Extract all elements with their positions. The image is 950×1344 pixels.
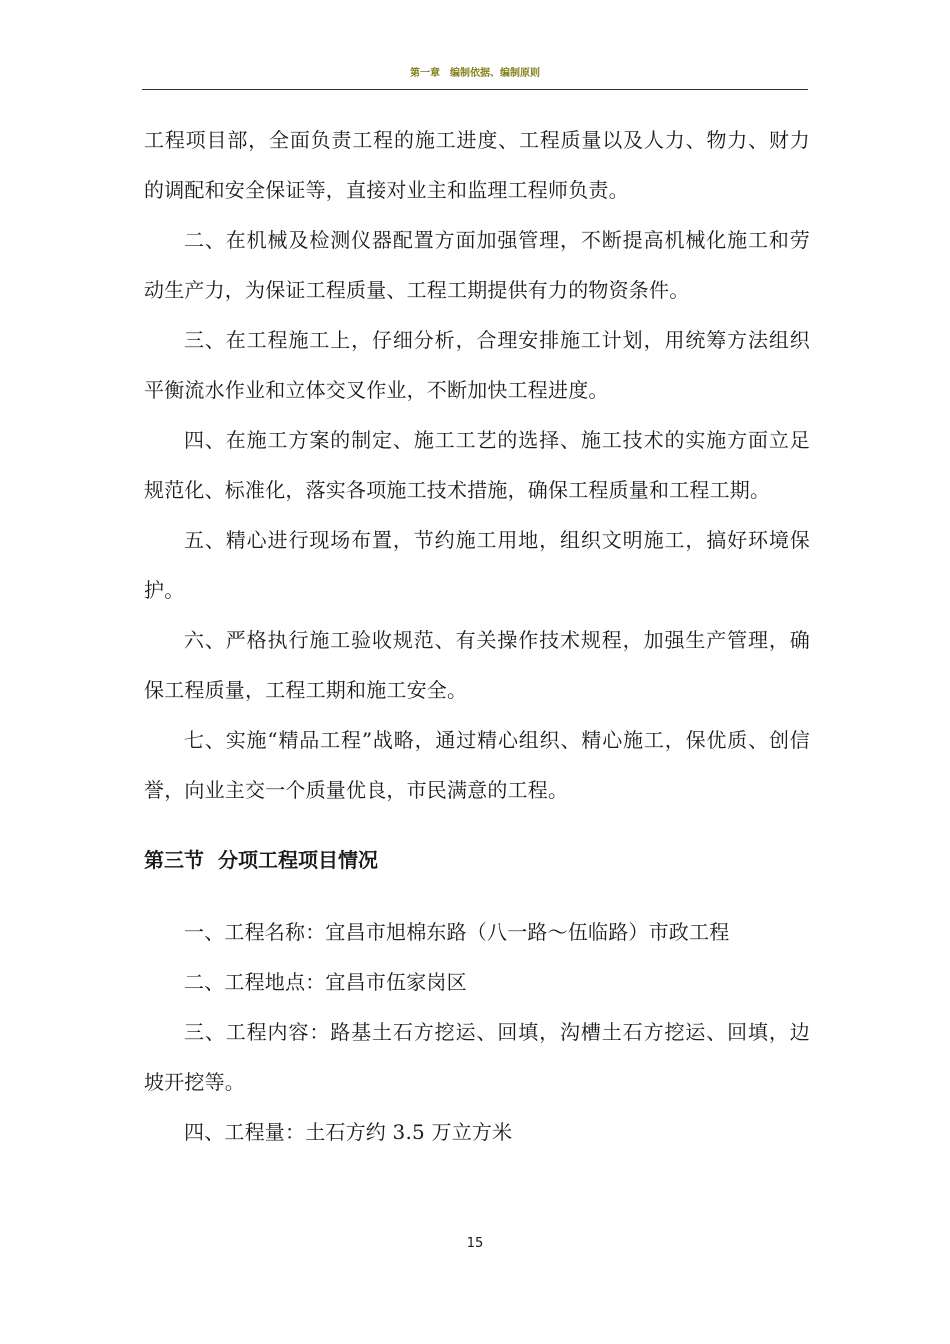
section-number: 第三节 — [144, 848, 204, 872]
paragraph-project-department: 工程项目部，全面负责工程的施工进度、工程质量以及人力、物力、财力的调配和安全保证等，直接对业主和监理工程师负责。 — [144, 128, 810, 202]
paragraph-point-6: 六、严格执行施工验收规范、有关操作技术规程，加强生产管理，确保工程质量，工程工期和施工安全。 — [144, 628, 810, 702]
header-divider — [142, 89, 808, 90]
project-location-line: 二、工程地点：宜昌市伍家岗区 — [184, 970, 467, 994]
paragraph-point-5: 五、精心进行现场布置，节约施工用地，组织文明施工，搞好环境保护。 — [144, 528, 810, 602]
project-name-line: 一、工程名称：宜昌市旭棉东路（八一路～伍临路）市政工程 — [184, 920, 730, 944]
project-content-line: 三、工程内容：路基土石方挖运、回填，沟槽土石方挖运、回填，边坡开挖等。 — [144, 1020, 810, 1094]
project-quantity-line: 四、工程量：土石方约 3.5 万立方米 — [184, 1120, 513, 1144]
paragraph-point-3: 三、在工程施工上，仔细分析，合理安排施工计划，用统筹方法组织平衡流水作业和立体交叉作业，不断加快工程进度。 — [144, 328, 810, 402]
paragraph-point-7: 七、实施“精品工程”战略，通过精心组织、精心施工，保优质、创信誉，向业主交一个质量优良，市民满意的工程。 — [144, 728, 810, 802]
paragraph-point-2: 二、在机械及检测仪器配置方面加强管理，不断提高机械化施工和劳动生产力，为保证工程质量、工程工期提供有力的物资条件。 — [144, 228, 810, 302]
section-title: 分项工程项目情况 — [218, 848, 378, 872]
section-heading — [144, 815, 810, 885]
page-header: 第一章 编制依据、编制原则 — [410, 68, 540, 79]
document-body — [144, 115, 810, 1157]
paragraph-point-4: 四、在施工方案的制定、施工工艺的选择、施工技术的实施方面立足规范化、标准化，落实各项施工技术措施，确保工程质量和工程工期。 — [144, 428, 810, 502]
page-number: 15 — [466, 1236, 484, 1251]
